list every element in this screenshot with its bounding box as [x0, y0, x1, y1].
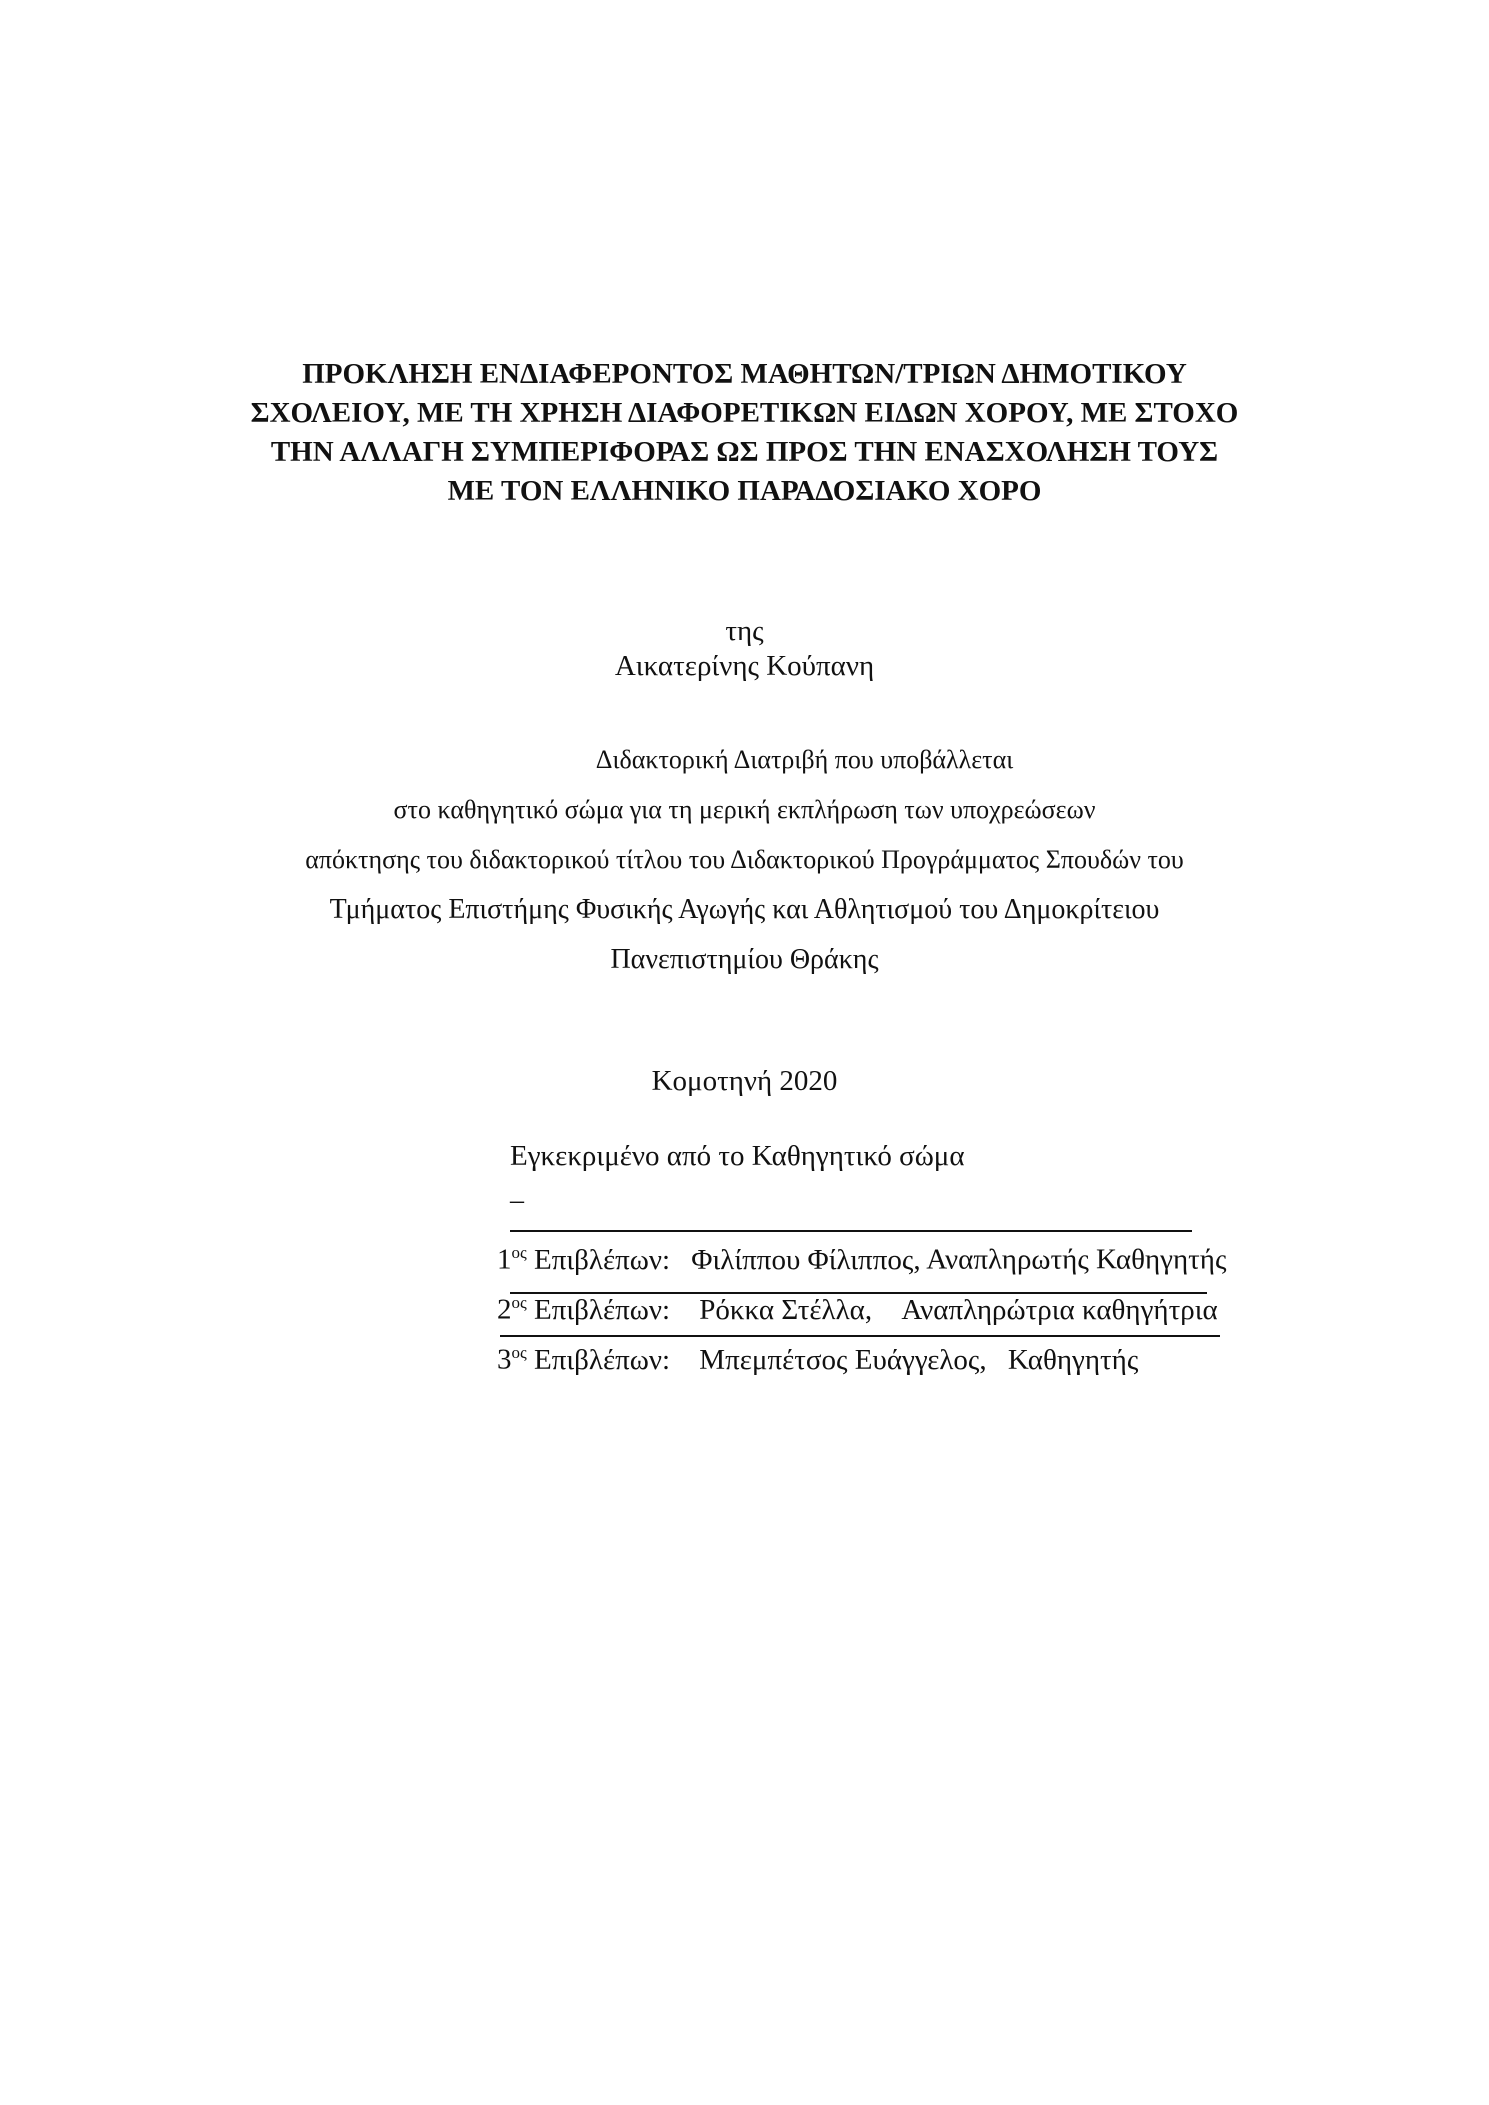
- submission-line-4: Τμήματος Επιστήμης Φυσικής Αγωγής και Αθλητισμού του Δημοκρίτειου: [329, 894, 1160, 925]
- ordinal-suffix: ος: [511, 1293, 527, 1312]
- supervisor-role: Επιβλέπων:: [533, 1243, 671, 1276]
- author-name: Αικατερίνης Κούπανη: [614, 650, 875, 682]
- by-label: της: [725, 615, 764, 647]
- supervisor-role: Επιβλέπων:: [533, 1343, 671, 1376]
- ordinal-suffix: ος: [511, 1243, 527, 1262]
- signature-line-3: [500, 1335, 1220, 1337]
- supervisor-rank: Αναπληρωτής Καθηγητής: [926, 1243, 1227, 1276]
- dash-mark: –: [510, 1185, 524, 1216]
- approved-label: Εγκεκριμένο από το Καθηγητικό σώμα: [510, 1140, 965, 1172]
- supervisor-row-3: [497, 1343, 1138, 1377]
- supervisor-number: 3: [497, 1343, 512, 1376]
- supervisor-row-2: [497, 1293, 1218, 1327]
- submission-statement: [0, 735, 1489, 985]
- submission-line-3: απόκτησης του διδακτορικού τίτλου του Διδακτορικού Προγράμματος Σπουδών του: [305, 845, 1184, 874]
- thesis-title: [0, 355, 1489, 511]
- supervisor-name: Φιλίππου Φίλιππος,: [691, 1243, 921, 1276]
- title-line-4: ΜΕ ΤΟΝ ΕΛΛΗΝΙΚΟ ΠΑΡΑΔΟΣΙΑΚΟ ΧΟΡΟ: [447, 475, 1042, 507]
- title-line-1: ΠΡΟΚΛΗΣΗ ΕΝΔΙΑΦΕΡΟΝΤΟΣ ΜΑΘΗΤΩΝ/ΤΡΙΩΝ ΔΗΜΟΤΙΚΟΥ: [302, 358, 1187, 390]
- signature-line-1: [510, 1230, 1192, 1232]
- ordinal-suffix: ος: [511, 1343, 527, 1362]
- submission-line-1: Διδακτορική Διατριβή που υποβάλλεται: [595, 745, 1014, 774]
- supervisor-number: 1: [497, 1243, 512, 1276]
- title-line-3: ΤΗΝ ΑΛΛΑΓΗ ΣΥΜΠΕΡΙΦΟΡΑΣ ΩΣ ΠΡΟΣ ΤΗΝ ΕΝΑΣΧΟΛΗΣΗ ΤΟΥΣ: [270, 436, 1219, 468]
- supervisor-name: Μπεμπέτσος Ευάγγελος,: [699, 1343, 987, 1376]
- supervisor-rank: Καθηγητής: [1007, 1343, 1139, 1376]
- submission-line-5: Πανεπιστημίου Θράκης: [610, 944, 879, 975]
- supervisor-rank: Αναπληρώτρια καθηγήτρια: [901, 1293, 1218, 1326]
- title-line-2: ΣΧΟΛΕΙΟΥ, ΜΕ ΤΗ ΧΡΗΣΗ ΔΙΑΦΟΡΕΤΙΚΩΝ ΕΙΔΩΝ ΧΟΡΟΥ, ΜΕ ΣΤΟΧΟ: [250, 397, 1239, 429]
- city-year: Κομοτηνή 2020: [651, 1065, 838, 1097]
- supervisor-name: Ρόκκα Στέλλα,: [699, 1293, 873, 1326]
- supervisor-role: Επιβλέπων:: [533, 1293, 671, 1326]
- supervisor-number: 2: [497, 1293, 512, 1326]
- supervisor-row-1: [497, 1243, 1226, 1277]
- submission-line-2: στο καθηγητικό σώμα για τη μερική εκπλήρωση των υποχρεώσεων: [393, 795, 1096, 824]
